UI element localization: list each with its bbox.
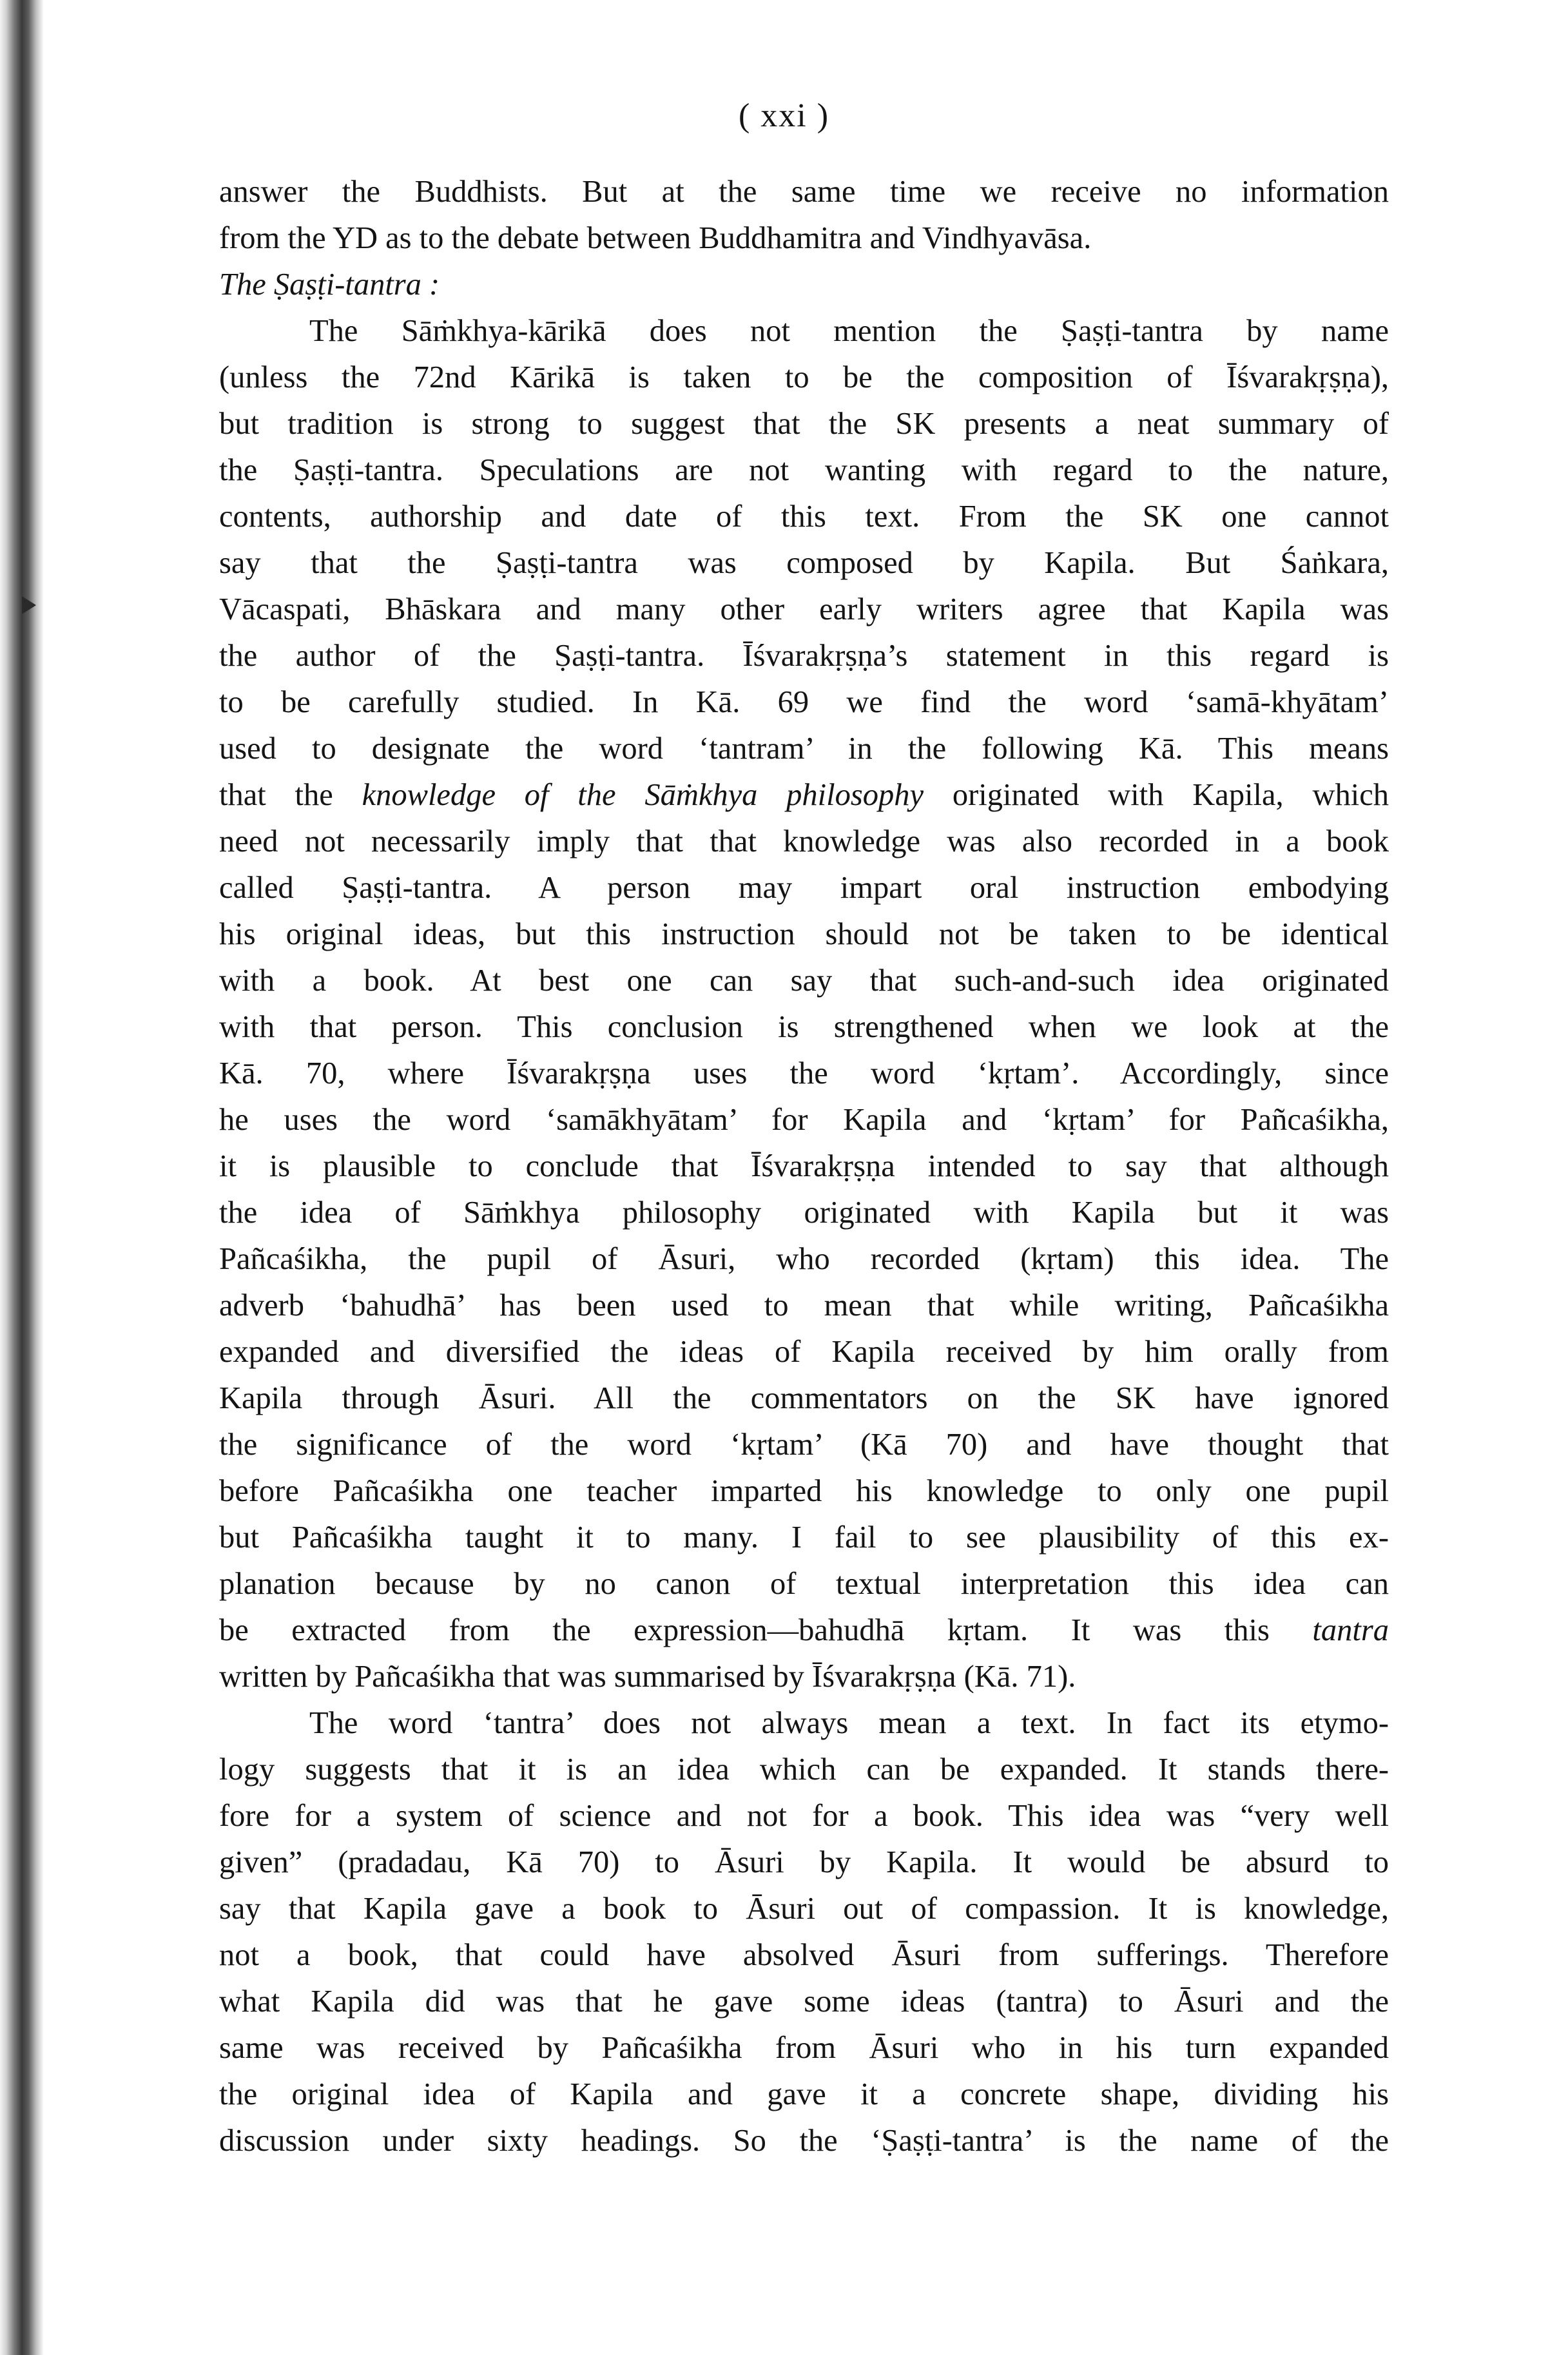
text-line [219, 772, 1389, 819]
text-segment: before Pañcaśikha one teacher imparted his knowledge to only one pupil [219, 1474, 1389, 1508]
text-segment: written by Pañcaśikha that was summarised by Īśvarakṛṣṇa (Kā. 71). [219, 1660, 1076, 1694]
text-line [219, 354, 1389, 401]
text-segment: the original idea of Kapila and gave it a concrete shape, dividing his [219, 2077, 1389, 2111]
text-line [219, 1236, 1389, 1283]
text-segment: expanded and diversified the ideas of Kapila received by him orally from [219, 1335, 1389, 1369]
text-line [219, 2118, 1389, 2164]
text-segment: same was received by Pañcaśikha from Āsuri who in his turn expanded [219, 2031, 1389, 2065]
page-binding-edge [0, 0, 44, 2355]
text-line [219, 1375, 1389, 1422]
text-segment: it is plausible to conclude that Īśvarakṛṣṇa intended to say that although [219, 1149, 1389, 1183]
text-line [219, 2025, 1389, 2071]
text-line [219, 1004, 1389, 1051]
text-segment: say that the Ṣaṣṭi-tantra was composed by Kapila. But Śaṅkara, [219, 546, 1389, 580]
text-line [219, 1143, 1389, 1190]
text-line [219, 1747, 1389, 1793]
text-line [219, 1468, 1389, 1515]
text-segment: Kapila through Āsuri. All the commentators on the SK have ignored [219, 1381, 1389, 1415]
text-line [219, 958, 1389, 1004]
text-line [219, 1561, 1389, 1607]
text-segment: logy suggests that it is an idea which can be expanded. It stands there- [219, 1752, 1389, 1787]
text-line [219, 1654, 1389, 1700]
text-line [219, 1979, 1389, 2025]
text-segment: with that person. This conclusion is strengthened when we look at the [219, 1010, 1389, 1044]
text-segment: the author of the Ṣaṣṭi-tantra. Īśvarakṛṣṇa’s statement in this regard is [219, 639, 1389, 673]
text-segment: but Pañcaśikha taught it to many. I fail to see plausibility of this ex- [219, 1520, 1389, 1555]
text-segment: need not necessarily imply that that knowledge was also recorded in a book [219, 824, 1389, 858]
text-segment: The word ‘tantra’ does not always mean a text. In fact its etymo- [309, 1706, 1389, 1740]
text-line [219, 586, 1389, 633]
text-line [219, 169, 1389, 215]
text-segment: The Sāṁkhya-kārikā does not mention the Ṣaṣṭi-tantra by name [309, 314, 1389, 348]
text-segment: the significance of the word ‘kṛtam’ (Kā 70) and have thought that [219, 1428, 1389, 1462]
text-segment: the idea of Sāṁkhya philosophy originated with Kapila but it was [219, 1196, 1389, 1230]
text-line [219, 1283, 1389, 1329]
text-segment: called Ṣaṣṭi-tantra. A person may impart oral instruction embodying [219, 871, 1389, 905]
text-segment: given” (pradadau, Kā 70) to Āsuri by Kapila. It would be absurd to [219, 1845, 1389, 1879]
text-segment: say that Kapila gave a book to Āsuri out of compassion. It is knowledge, [219, 1892, 1389, 1926]
text-line [219, 911, 1389, 958]
binding-marker-icon [22, 596, 36, 614]
text-line [219, 540, 1389, 586]
text-line [219, 1515, 1389, 1561]
text-line [219, 1329, 1389, 1375]
text-segment: contents, authorship and date of this text. From the SK one cannot [219, 499, 1389, 534]
text-segment: his original ideas, but this instruction should not be taken to be identical [219, 917, 1389, 951]
text-segment: but tradition is strong to suggest that the SK presents a neat summary of [219, 407, 1389, 441]
text-segment: planation because by no canon of textual interpretation this idea can [219, 1567, 1389, 1601]
text-segment: from the YD as to the debate between Buddhamitra and Vindhyavāsa. [219, 221, 1092, 255]
text-line [219, 633, 1389, 679]
text-line [219, 679, 1389, 726]
text-line [219, 1190, 1389, 1236]
text-line [219, 1097, 1389, 1143]
text-line [219, 215, 1389, 262]
italic-phrase: tantra [1312, 1613, 1389, 1647]
text-line [219, 494, 1389, 540]
text-line [219, 1422, 1389, 1468]
text-segment: not a book, that could have absolved Āsuri from sufferings. Therefore [219, 1938, 1389, 1972]
text-segment: to be carefully studied. In Kā. 69 we find the word ‘samā-khyātam’ [219, 685, 1389, 719]
body-text [219, 169, 1389, 2164]
text-segment: with a book. At best one can say that such-and-such idea originated [219, 964, 1389, 998]
text-line [219, 2071, 1389, 2118]
text-line [219, 1886, 1389, 1932]
text-segment: originated with Kapila, which [924, 778, 1389, 812]
text-segment: fore for a system of science and not for a book. This idea was “very well [219, 1799, 1389, 1833]
text-line [219, 819, 1389, 865]
italic-phrase: knowledge of the Sāṁkhya philosophy [362, 778, 924, 812]
text-segment: used to designate the word ‘tantram’ in the following Kā. This means [219, 732, 1389, 766]
text-segment: adverb ‘bahudhā’ has been used to mean that while writing, Pañcaśikha [219, 1288, 1389, 1323]
text-line [219, 401, 1389, 447]
text-segment: be extracted from the expression—bahudhā kṛtam. It was this [219, 1613, 1313, 1647]
text-segment: he uses the word ‘samākhyātam’ for Kapila and ‘kṛtam’ for Pañcaśikha, [219, 1103, 1389, 1137]
section-heading: The Ṣaṣṭi-tantra : [219, 267, 440, 302]
page-number: ( xxi ) [738, 97, 830, 134]
text-segment: Pañcaśikha, the pupil of Āsuri, who recorded (kṛtam) this idea. The [219, 1242, 1389, 1276]
text-line [219, 1607, 1389, 1654]
text-segment: Kā. 70, where Īśvarakṛṣṇa uses the word ‘kṛtam’. Accordingly, since [219, 1056, 1389, 1090]
text-line [219, 1839, 1389, 1886]
text-line [219, 1932, 1389, 1979]
text-line [219, 1700, 1389, 1747]
text-line [219, 308, 1389, 354]
text-segment: Vācaspati, Bhāskara and many other early writers agree that Kapila was [219, 592, 1389, 626]
text-line [219, 726, 1389, 772]
text-line [219, 865, 1389, 911]
text-line [219, 1051, 1389, 1097]
text-line [219, 447, 1389, 494]
text-segment: what Kapila did was that he gave some ideas (tantra) to Āsuri and the [219, 1984, 1389, 2019]
text-segment: (unless the 72nd Kārikā is taken to be the composition of Īśvarakṛṣṇa), [219, 360, 1389, 394]
text-line [219, 1793, 1389, 1839]
text-segment: discussion under sixty headings. So the ‘Ṣaṣṭi-tantra’ is the name of the [219, 2124, 1389, 2158]
text-segment: the Ṣaṣṭi-tantra. Speculations are not wanting with regard to the nature, [219, 453, 1389, 487]
text-segment: that the [219, 778, 362, 812]
text-segment: answer the Buddhists. But at the same time we receive no information [219, 175, 1389, 209]
